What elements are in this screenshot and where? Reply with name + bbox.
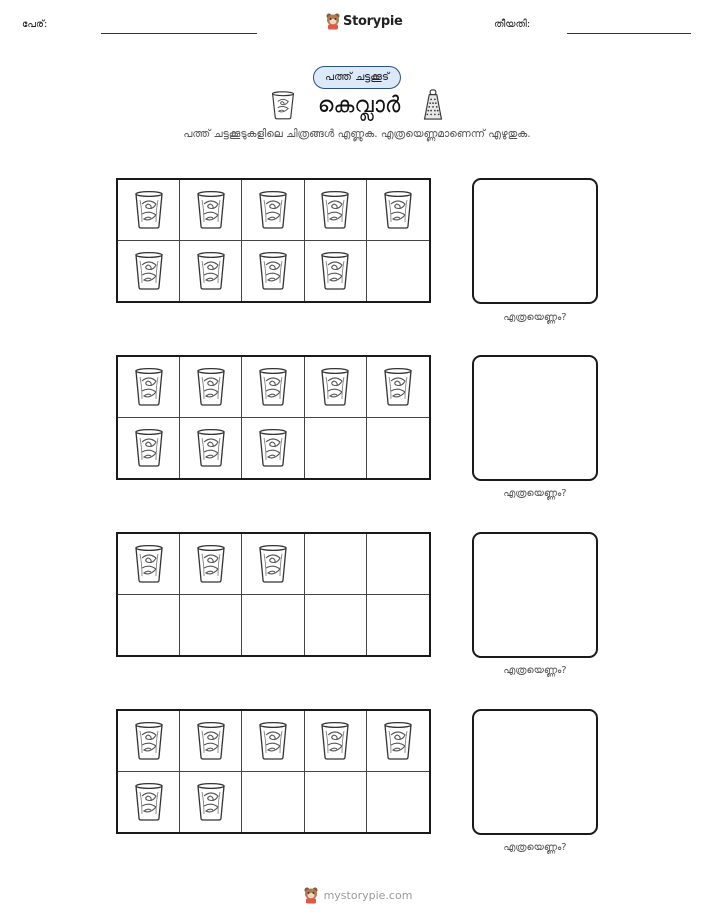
ten-frame-cell [242,711,304,772]
worksheet-title: കെവ്ലാർ [317,92,401,118]
ten-frame-cell [118,418,180,479]
kevlar-cup-icon [258,190,288,230]
name-field-line[interactable] [101,33,257,34]
answer-label-1: എത്രയെണ്ണം? [503,312,567,323]
title-row [0,89,714,121]
kevlar-cup-icon [383,721,413,761]
ten-frame-cell [180,241,242,302]
ten-frame-2 [116,355,431,480]
kevlar-cup-icon [134,367,164,407]
ten-frame-cell [305,534,367,595]
ten-frame-cell [367,772,429,833]
answer-box-3[interactable] [472,532,598,658]
ten-frame-cell [180,772,242,833]
kevlar-cup-icon [134,251,164,291]
storypie-mascot-icon [325,12,341,30]
ten-frame-4 [116,709,431,834]
ten-frame-cell [305,357,367,418]
ten-frame-cell [118,357,180,418]
answer-box-1[interactable] [472,178,598,304]
kevlar-cup-icon [196,721,226,761]
ten-frame-cell [242,595,304,656]
date-field-line[interactable] [567,33,691,34]
name-label: പേര്: [22,19,48,30]
kevlar-cup-icon [196,251,226,291]
answer-label-3: എത്രയെണ്ണം? [503,665,567,676]
kevlar-cup-icon [258,721,288,761]
kevlar-cup-icon [383,190,413,230]
ten-frame-cell [305,711,367,772]
ten-frame-cell [180,418,242,479]
answer-box-2[interactable] [472,355,598,481]
kevlar-cup-icon [134,428,164,468]
ten-frame-cell [118,180,180,241]
kevlar-cup-icon [196,428,226,468]
instructions: പത്ത് ചട്ടക്കൂടുകളിലെ ചിത്രങ്ങൾ എണ്ണുക. എത്രയെണ്ണമാണെന്ന് എഴുതുക. [183,128,531,140]
ten-frame-cell [180,180,242,241]
ten-frame-cell [118,534,180,595]
ten-frame-cell [242,357,304,418]
ten-frame-cell [367,241,429,302]
ten-frame-cell [367,418,429,479]
ten-frame-cell [367,534,429,595]
kevlar-cup-icon [320,367,350,407]
ten-frame-cell [305,772,367,833]
kevlar-cup-icon [134,544,164,584]
topic-pill: പത്ത് ചട്ടക്കൂട് [313,66,401,89]
ten-frame-cell [118,241,180,302]
ten-frame-cell [305,241,367,302]
brand-name: Storypie [343,13,403,29]
kevlar-cup-icon [134,721,164,761]
kevlar-cup-icon [196,190,226,230]
kevlar-cup-icon [258,367,288,407]
ten-frame-cell [180,534,242,595]
kevlar-cup-icon [196,367,226,407]
kevlar-cup-icon [320,721,350,761]
kevlar-cup-icon [320,190,350,230]
answer-label-4: എത്രയെണ്ണം? [503,842,567,853]
ten-frame-3 [116,532,431,657]
answer-box-4[interactable] [472,709,598,835]
ten-frame-cell [242,241,304,302]
ten-frame-cell [367,711,429,772]
storypie-mascot-icon [302,886,320,904]
footer [0,886,714,904]
ten-frame-cell [367,595,429,656]
kevlar-cup-icon [196,544,226,584]
grater-icon [422,89,444,121]
kevlar-cup-icon [196,782,226,822]
storypie-logo [325,12,403,30]
ten-frame-cell [242,180,304,241]
kevlar-cup-icon [383,367,413,407]
ten-frame-cell [305,418,367,479]
ten-frame-cell [242,772,304,833]
ten-frame-cell [367,357,429,418]
ten-frame-cell [180,595,242,656]
kevlar-cup-icon [258,428,288,468]
kevlar-cup-icon [258,251,288,291]
footer-url[interactable]: mystorypie.com [323,888,413,902]
ten-frame-cell [180,357,242,418]
ten-frame-cell [118,711,180,772]
ten-frame-cell [242,418,304,479]
kevlar-cup-icon [320,251,350,291]
ten-frame-cell [242,534,304,595]
ten-frame-cell [305,180,367,241]
ten-frame-cell [118,595,180,656]
ten-frame-cell [367,180,429,241]
ten-frame-cell [305,595,367,656]
ten-frame-cell [180,711,242,772]
kevlar-cup-icon [134,782,164,822]
ten-frame-cell [118,772,180,833]
kevlar-cup-icon [258,544,288,584]
kevlar-cup-icon [270,89,296,121]
kevlar-cup-icon [134,190,164,230]
ten-frame-1 [116,178,431,303]
answer-label-2: എത്രയെണ്ണം? [503,488,567,499]
date-label: തീയതി: [494,19,531,30]
